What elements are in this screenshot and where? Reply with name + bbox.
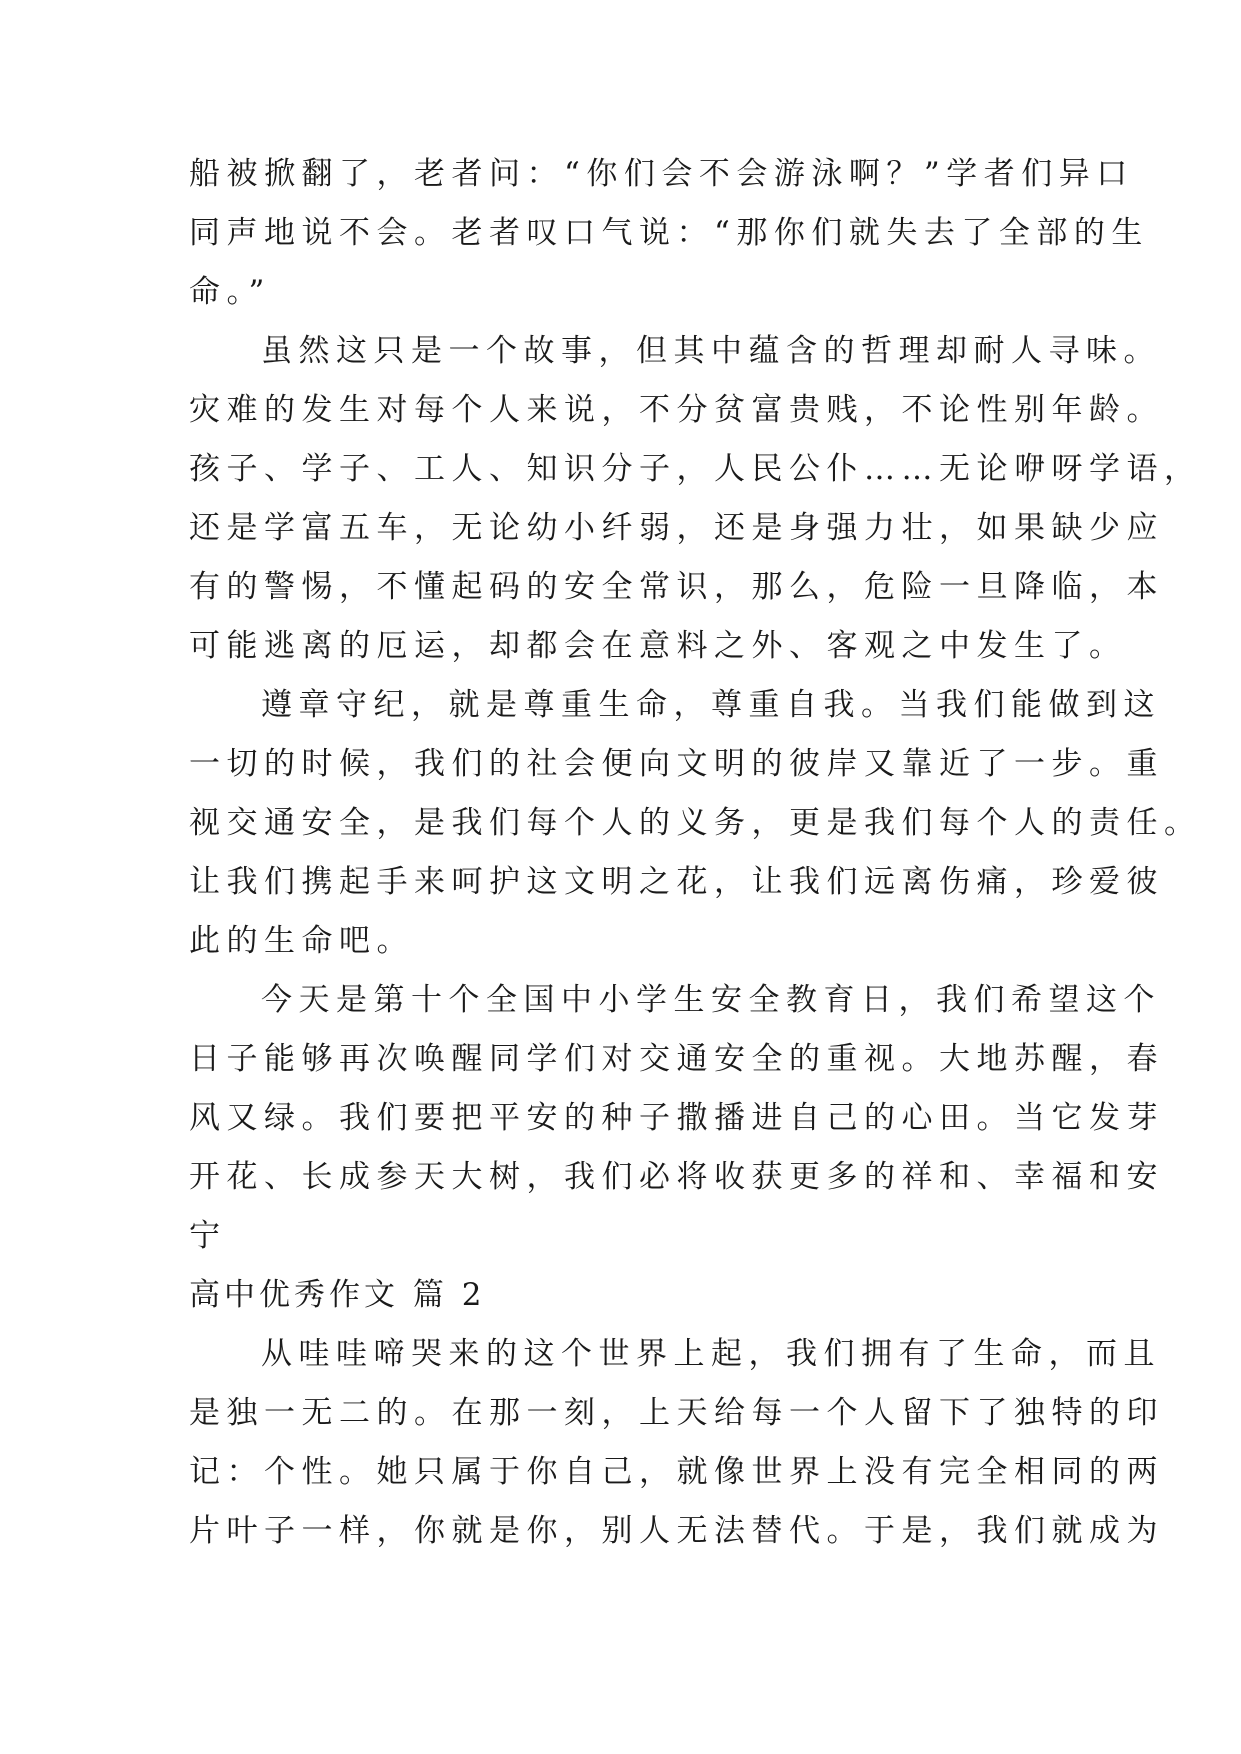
text-line: 一切的时候，我们的社会便向文明的彼岸又靠近了一步。重 [189,746,1164,782]
text-line: 是独一无二的。在那一刻，上天给每一个人留下了独特的印 [189,1395,1164,1431]
paragraph-first-line: 从哇哇啼哭来的这个世界上起，我们拥有了生命，而且 [261,1336,1161,1372]
text-line: 片叶子一样，你就是你，别人无法替代。于是，我们就成为 [189,1513,1164,1549]
text-line: 日子能够再次唤醒同学们对交通安全的重视。大地苏醒，春 [189,1041,1164,1077]
paragraph-first-line: 虽然这只是一个故事，但其中蕴含的哲理却耐人寻味。 [261,333,1161,369]
paragraph-first-line: 遵章守纪，就是尊重生命，尊重自我。当我们能做到这 [261,687,1161,723]
text-line: 灾难的发生对每个人来说，不分贫富贵贱，不论性别年龄。 [189,392,1164,428]
paragraph-first-line: 今天是第十个全国中小学生安全教育日，我们希望这个 [261,982,1161,1018]
text-line: 可能逃离的厄运，却都会在意料之外、客观之中发生了。 [189,628,1127,664]
text-line: 同声地说不会。老者叹口气说：“那你们就失去了全部的生 [189,215,1149,251]
text-line: 宁 [189,1218,227,1254]
text-line: 孩子、学子、工人、知识分子，人民公仆……无论咿呀学语， [189,451,1202,487]
text-line: 此的生命吧。 [189,923,414,959]
text-line: 命。” [189,274,271,310]
text-line: 开花、长成参天大树，我们必将收获更多的祥和、幸福和安 [189,1159,1164,1195]
text-line: 记：个性。她只属于你自己，就像世界上没有完全相同的两 [189,1454,1164,1490]
text-line: 船被掀翻了，老者问：“你们会不会游泳啊？”学者们异口 [189,156,1134,192]
text-line: 有的警惕，不懂起码的安全常识，那么，危险一旦降临，本 [189,569,1164,605]
text-line: 视交通安全，是我们每个人的义务，更是我们每个人的责任。 [189,805,1202,841]
section-heading: 高中优秀作文 篇 2 [189,1277,486,1313]
text-line: 让我们携起手来呵护这文明之花，让我们远离伤痛，珍爱彼 [189,864,1164,900]
document-page [189,145,1202,1561]
text-line: 风又绿。我们要把平安的种子撒播进自己的心田。当它发芽 [189,1100,1164,1136]
text-line: 还是学富五车，无论幼小纤弱，还是身强力壮，如果缺少应 [189,510,1164,546]
